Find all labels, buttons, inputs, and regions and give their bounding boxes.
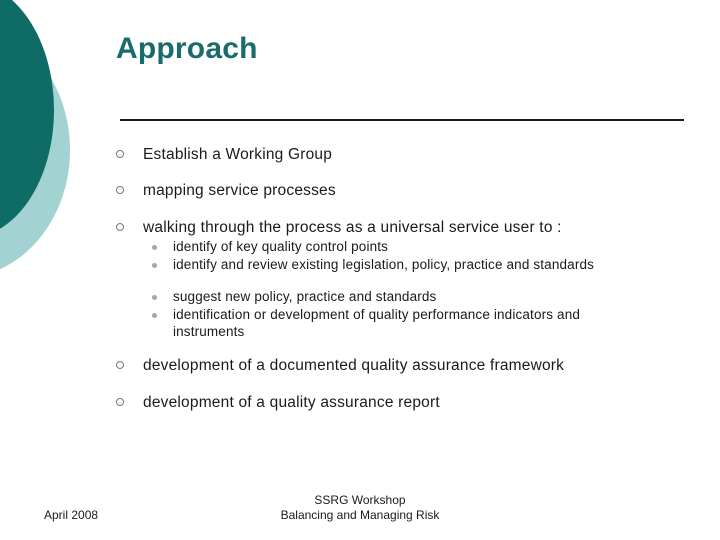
bullet-text: development of a quality assurance report <box>143 394 440 411</box>
dot-bullet-icon <box>152 313 157 318</box>
dot-bullet-icon <box>152 245 157 250</box>
bullet-text: development of a documented quality assurance framework <box>143 357 565 374</box>
footer-workshop-title: SSRG Workshop <box>314 493 406 507</box>
ring-bullet-icon <box>116 150 124 158</box>
sub-bullet-text: suggest new policy, practice and standards <box>173 289 437 304</box>
dot-bullet-icon <box>152 263 157 268</box>
bullet-text: mapping service processes <box>143 182 336 199</box>
sub-bullet-text: identification or development of quality performance indicators and instruments <box>173 307 581 339</box>
ring-bullet-icon <box>116 186 124 194</box>
footer-workshop-subtitle: Balancing and Managing Risk <box>280 508 440 522</box>
slide-title: Approach <box>116 32 258 65</box>
dot-bullet-icon <box>152 295 157 300</box>
bullet-text: walking through the process as a universal service user to : <box>143 219 562 236</box>
ring-bullet-icon <box>116 398 124 406</box>
decorative-teal-circles <box>0 0 120 290</box>
title-divider <box>120 119 684 121</box>
footer-date: April 2008 <box>44 508 99 522</box>
sub-bullet-text: identify of key quality control points <box>173 239 389 254</box>
ring-bullet-icon <box>116 361 124 369</box>
bullet-text: Establish a Working Group <box>143 146 333 163</box>
ring-bullet-icon <box>116 223 124 231</box>
sub-bullet-text: identify and review existing legislation, policy, practice and standards <box>173 257 595 272</box>
footer-workshop-info <box>260 493 460 523</box>
